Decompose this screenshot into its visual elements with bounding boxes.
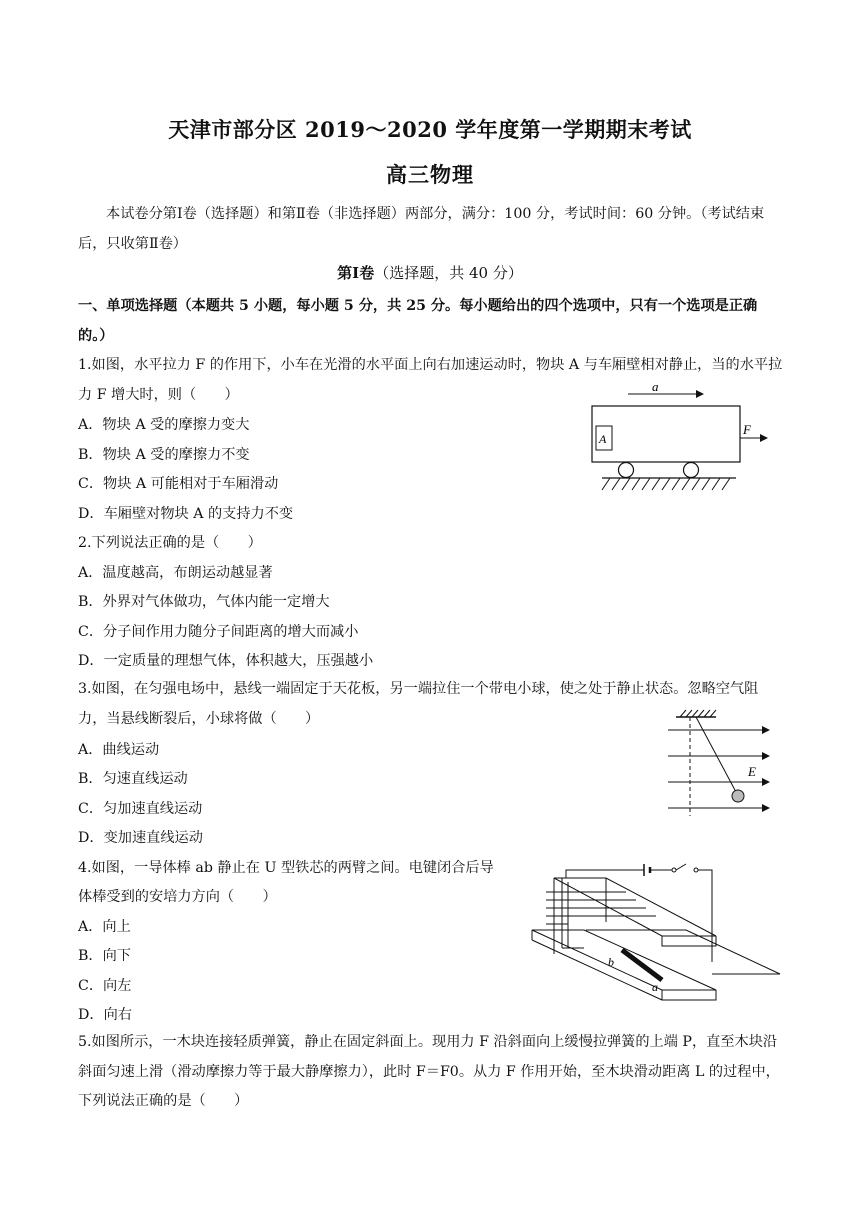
question-4-figure: [526, 862, 784, 1008]
question-4-stem-line2: 体棒受到的安培力方向（ ）: [78, 889, 277, 905]
section-heading-rest: （选择题，共 40 分）: [374, 264, 523, 282]
question-2-stem: 2.下列说法正确的是（ ）: [78, 535, 262, 551]
exam-intro: 本试卷分第Ⅰ卷（选择题）和第Ⅱ卷（非选择题）两部分，满分：100 分，考试时间：60 分钟。（考试结束后，只收第Ⅱ卷）: [78, 206, 765, 252]
question-4-option-b: B．向下: [78, 948, 131, 964]
question-4-stem-line1: 4.如图，一导体棒 ab 静止在 U 型铁芯的两臂之间。电键闭合后导: [78, 860, 494, 876]
question-1-stem: 1.如图，水平拉力 F 的作用下，小车在光滑的水平面上向右加速运动时，物块 A 与车厢壁相对静止，当的水平拉力 F 增大时，则（ ）: [78, 357, 783, 403]
acceleration-label: a: [652, 380, 659, 394]
question-3-option-b: B．匀速直线运动: [78, 771, 188, 787]
section-heading: [0, 262, 860, 283]
part-heading: 一、单项选择题（本题共 5 小题，每小题 5 分，共 25 分。每小题给出的四个选项中，只有一个选项是正确的。）: [78, 298, 758, 344]
question-1-option-a: A．物块 A 受的摩擦力变大: [78, 417, 250, 433]
question-2-option-d: D．一定质量的理想气体，体积越大，压强越小: [78, 653, 374, 669]
question-2-option-b: B．外界对气体做功，气体内能一定增大: [78, 594, 330, 610]
question-2-option-c: C．分子间作用力随分子间距离的增大而减小: [78, 624, 359, 640]
question-1-figure: [590, 380, 770, 500]
question-1-option-c: C．物块 A 可能相对于车厢滑动: [78, 476, 279, 492]
question-3-option-c: C．匀加速直线运动: [78, 801, 203, 817]
exam-subject: 高三物理: [386, 162, 474, 187]
question-3-stem: 3.如图，在匀强电场中，悬线一端固定于天花板，另一端拉住一个带电小球，使之处于静止状态。忽略空气阻力，当悬线断裂后，小球将做（ ）: [78, 681, 759, 727]
rod-end-a-label: a: [652, 980, 658, 994]
question-4-option-a: A．向上: [78, 919, 131, 935]
exam-title: 天津市部分区 2019～2020 学年度第一学期期末考试: [168, 117, 692, 142]
question-5-stem: 5.如图所示，一木块连接轻质弹簧，静止在固定斜面上。现用力 F 沿斜面向上缓慢拉弹簧的上端 P，直至木块沿斜面匀速上滑（滑动摩擦力等于最大静摩擦力），此时 F＝F0。从力 F 作用开始，至木块滑动距离 L 的过程中，下列说法正确的是（ ）: [78, 1034, 780, 1109]
question-4-option-d: D．向右: [78, 1007, 132, 1023]
question-3-option-d: D．变加速直线运动: [78, 830, 203, 846]
question-3-figure: [666, 708, 776, 820]
rod-end-b-label: b: [608, 955, 614, 969]
question-1-option-d: D．车厢壁对物块 A 的支持力不变: [78, 506, 294, 522]
section-heading-bold: 第Ⅰ卷: [337, 264, 375, 282]
question-3-option-a: A．曲线运动: [78, 742, 160, 758]
block-a-label: A: [599, 432, 607, 446]
electric-field-label: E: [748, 764, 756, 779]
force-f-label: F: [743, 422, 751, 437]
question-2-option-a: A．温度越高，布朗运动越显著: [78, 565, 273, 581]
question-1-option-b: B．物块 A 受的摩擦力不变: [78, 447, 250, 463]
question-4-option-c: C．向左: [78, 978, 132, 994]
